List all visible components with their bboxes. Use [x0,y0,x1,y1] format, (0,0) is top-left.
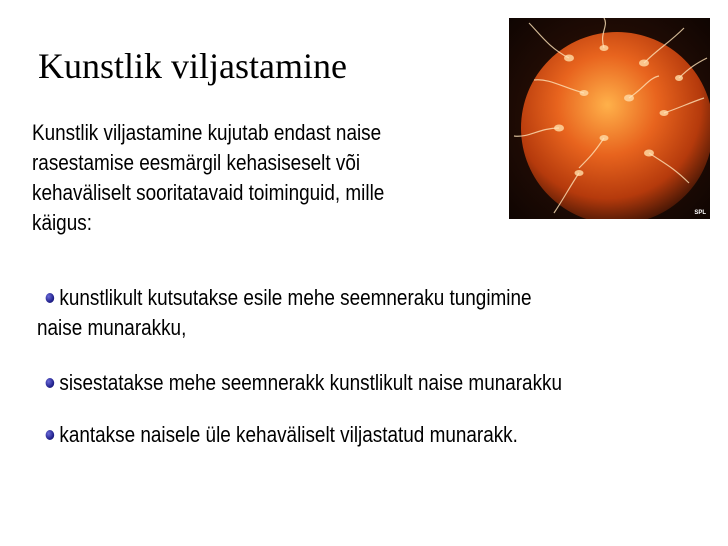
bullet-item [37,283,656,343]
bullet-text: sisestatakse mehe seemnerakk kunstlikult naise munarakku [59,370,563,395]
photo-credit: SPL [694,210,706,216]
egg-sperm-photo [509,18,710,219]
egg-cell-illustration [509,18,710,219]
sphere-bullet-icon [46,293,55,303]
bullet-item [37,368,691,398]
bullet-text: kunstlikult kutsutakse esile mehe seemneraku tungimine [59,285,532,310]
bullet-item [37,420,656,450]
bullet-text: kantakse naisele üle kehaväliselt viljastatud munarakk. [59,422,518,447]
sphere-bullet-icon [46,378,55,388]
sphere-bullet-icon [46,430,55,440]
intro-paragraph: Kunstlik viljastamine kujutab endast naise rasestamise eesmärgil kehasiseselt või kehaväliselt sooritatavaid toiminguid, mille käigus: [32,120,385,235]
bullet-text-continuation: naise munarakku, [37,315,187,340]
slide-title: Kunstlik viljastamine [38,46,347,86]
